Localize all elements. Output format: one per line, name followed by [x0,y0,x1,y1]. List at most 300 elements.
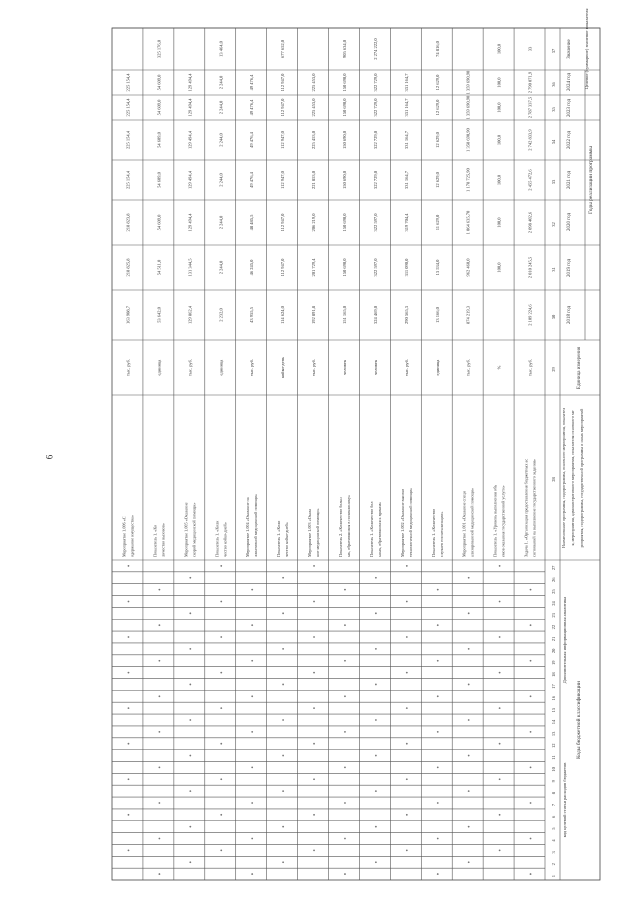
row-y2022: 2 244,0 [218,133,224,147]
row-unit: человек [372,359,378,376]
column-number: 19 [551,660,556,665]
column-number: 10 [551,767,556,772]
code-mark [128,707,130,709]
code-mark [406,707,408,709]
code-mark [158,767,160,769]
column-number: 32 [551,222,556,227]
row-y2024: 129 494,4 [187,73,193,92]
code-mark [313,672,315,674]
code-mark [282,790,284,792]
column-number: 37 [551,48,556,54]
row-y2022: 225 453,0 [311,131,317,149]
row-y2023: 112 947,0 [280,98,286,117]
row-y2020: 11 629,0 [434,214,440,231]
column-number: 26 [551,577,556,583]
header-y2021: 2021 год [567,170,572,190]
code-mark [189,719,191,721]
code-mark [468,790,470,792]
row-y2021: 331 164,7 [403,171,409,189]
row-y2023: 150 690,0 [341,98,347,117]
code-mark [220,672,222,674]
code-mark [313,707,315,709]
row-y2020: 206 219,0 [311,213,317,232]
header-total-title: Целевое (суммарное) значение показателя [584,8,589,90]
code-mark [189,790,191,792]
header-y2024: 2024 год [567,72,572,92]
column-number: 18 [551,672,556,677]
column-number: 12 [551,743,556,748]
column-number: 11 [551,755,556,760]
code-mark [158,695,160,697]
row-y2021: 2 455 472,6 [527,169,533,191]
column-number: 29 [551,367,556,372]
code-mark [530,589,532,591]
code-mark [468,684,470,686]
code-mark [437,873,439,875]
column-number: 21 [551,636,556,642]
code-mark [375,861,377,863]
column-number: 22 [551,624,556,630]
code-mark [158,873,160,875]
row-unit: тыс. руб. [125,358,131,377]
header-y2022: 2022 год [567,130,572,150]
code-mark [189,612,191,614]
row-y2021: 49 476,4 [249,172,255,188]
row-y2020: 112 947,0 [280,213,286,232]
code-mark [375,755,377,757]
code-mark [158,589,160,591]
header-kbk-rashody: код целевой статьи расходов бюджетов [562,762,567,838]
code-mark [313,849,315,851]
row-y2023: 2 244,0 [218,100,224,115]
header-dop-info: Дополнительная информационная аналитика [562,596,567,684]
code-mark [375,790,377,792]
row-y2019: 13 534,0 [434,259,440,276]
column-number: 2 [551,863,556,866]
header-years: Годы реализации программы [588,146,594,214]
code-mark [313,743,315,745]
code-mark [406,778,408,780]
row-y2018: 290 565,3 [403,306,409,324]
code-mark [220,707,222,709]
row-unit: единица [218,359,224,376]
code-mark [406,814,408,816]
row-y2021: 221 853,0 [311,171,317,189]
row-y2021: 54 609,0 [156,172,162,188]
row-total: 100,0 [496,43,502,55]
column-number: 5 [551,827,556,830]
row-unit: человек [341,359,347,376]
row-unit: тыс. руб. [527,358,533,377]
column-number: 17 [551,684,556,689]
row-y2019: 54 511,0 [156,259,162,276]
row-y2020: 2 244,0 [218,215,224,230]
code-mark [282,684,284,686]
row-y2018: 114 624,0 [280,306,286,324]
code-mark [158,660,160,662]
row-y2022: 100,0 [496,134,502,146]
code-mark [251,767,253,769]
row-y2021: 129 494,4 [187,171,193,189]
code-mark [375,612,377,614]
column-number: 13 [551,731,556,737]
row-name: Показатель 1. «Коли [276,520,282,557]
code-mark [344,589,346,591]
row-y2022: 49 476,4 [249,132,255,148]
code-mark [530,731,532,733]
row-name: Показатель 2. «Количество больн [337,497,343,557]
code-mark [437,589,439,591]
code-mark [251,695,253,697]
code-mark [530,660,532,662]
row-name: Показатель 1. «Количество бол [368,501,374,557]
code-mark [344,873,346,875]
code-mark [128,778,130,780]
row-name: одержание имущества» [129,515,135,557]
row-unit: % [496,365,502,370]
code-mark [220,636,222,638]
row-y2024: 150 690,0 [341,73,347,92]
row-y2018: 324 469,0 [372,306,378,324]
code-mark [530,838,532,840]
code-mark [251,873,253,875]
header-unit: Единица измерения [577,346,582,390]
code-mark [128,601,130,603]
code-mark [344,695,346,697]
column-number: 14 [551,719,556,725]
code-mark [499,743,501,745]
row-y2018: 43 955,5 [249,307,255,323]
column-number: 9 [551,780,556,783]
code-mark [468,612,470,614]
row-y2022: 331 164,7 [403,131,409,149]
row-name: сигнований на выполнение государственного задания» [531,459,537,557]
row-y2023: 129 494,4 [187,98,193,117]
column-number: 36 [551,82,556,87]
column-number: 6 [551,815,556,818]
row-name: Показатель 1. «Количество [430,508,436,557]
code-mark [282,612,284,614]
row-y2023: 2 787 337,5 [527,96,533,119]
code-mark [530,767,532,769]
header-y2018: 2018 год [567,305,572,325]
code-mark [344,660,346,662]
column-number: 28 [551,477,556,482]
row-y2022: 54 609,0 [156,132,162,148]
row-y2020: 129 494,4 [187,213,193,232]
row-name: Показатель 1. «Коли [214,520,220,557]
row-y2021: 225 154,4 [125,171,131,189]
row-y2023: 1 359 690,90 [465,95,471,120]
code-mark [437,838,439,840]
code-mark [158,731,160,733]
row-y2024: 2 244,0 [218,75,224,90]
code-mark [437,624,439,626]
row-unit: тыс. руб. [465,358,471,377]
row-name: Задача 1. «Организация предоставления бюджетных ас [523,458,529,557]
header-name-line: Наименование программы, подпрограммы, основного мероприятия, показател [561,407,566,549]
code-mark [189,577,191,579]
row-y2018: 13 166,0 [434,307,440,323]
row-total: 677 652,0 [280,40,286,58]
row-y2019: 131 344,5 [187,258,193,277]
code-mark [468,826,470,828]
code-mark [530,695,532,697]
row-y2023: 331 164,7 [403,98,409,117]
row-total: 905 634,0 [341,40,347,58]
code-mark [344,838,346,840]
row-name: Мероприятие 1.004 «Оказание па [245,497,251,557]
row-y2024: 49 476,4 [249,74,255,91]
code-mark [437,802,439,804]
code-mark [251,838,253,840]
code-mark [128,672,130,674]
row-y2024: 54 609,0 [156,74,162,91]
row-y2024: 225 154,4 [125,73,131,92]
row-y2023: 322 729,0 [372,98,378,117]
row-y2019: 112 947,0 [280,258,286,277]
column-number: 4 [551,839,556,842]
row-y2024: 112 947,0 [280,73,286,92]
code-mark [406,672,408,674]
code-mark [437,731,439,733]
row-y2022: 112 947,0 [280,131,286,149]
code-mark [375,719,377,721]
row-name: технологичной медицинской помощи» [407,487,413,557]
code-mark [220,814,222,816]
row-y2019: 322 597,0 [372,258,378,277]
header-y2023: 2023 год [567,98,572,118]
header-total-value: Значение [567,39,572,59]
code-mark [282,577,284,579]
header-y2020: 2020 год [567,212,572,232]
row-y2018: 2 232,0 [218,308,224,322]
row-name: Мероприятие 1.006 «С [121,516,127,557]
code-mark [128,636,130,638]
row-name: скорой медицинской помощи» [191,502,197,557]
row-y2024: 1 359 690,90 [465,70,471,95]
table-border [112,28,600,880]
code-mark [406,565,408,567]
row-name: Показатель 1. «Ко [152,524,158,557]
code-mark [468,577,470,579]
row-unit: тыс. руб. [249,358,255,377]
column-number: 16 [551,696,556,701]
row-name: чество койко-дней» [284,522,290,557]
code-mark [282,719,284,721]
row-y2018: 53 642,0 [156,307,162,323]
code-mark [499,849,501,851]
row-y2018: 151 165,0 [341,306,347,324]
code-mark [220,743,222,745]
column-number: 27 [551,565,556,571]
code-mark [128,743,130,745]
row-y2023: 225 154,4 [125,98,131,117]
column-number: 15 [551,707,556,713]
row-y2018: 129 862,4 [187,306,193,324]
code-mark [128,849,130,851]
column-number: 35 [551,107,556,112]
code-mark [251,589,253,591]
code-mark [189,755,191,757]
code-mark [313,636,315,638]
row-y2019: 962 460,0 [465,258,471,277]
row-y2018: 192 891,8 [311,306,317,324]
row-unit: единица [156,359,162,376]
code-mark [313,601,315,603]
row-y2024: 2 790 071,9 [527,71,533,94]
header-codes: Коды бюджетной классификации [576,681,582,759]
code-mark [499,814,501,816]
row-y2019: 100,0 [496,262,502,273]
row-total: 33 [527,46,533,52]
code-mark [375,684,377,686]
code-mark [220,849,222,851]
code-mark [158,624,160,626]
page-number: 6 [44,454,55,460]
row-y2019: 46 245,0 [249,259,255,276]
row-name: ализированной медицинской помощи» [469,487,475,557]
header-name-line: роприятия, подпрограммы, государственной программы и иных мероприятий [579,408,584,548]
row-y2023: 100,0 [496,102,502,113]
code-mark [344,624,346,626]
code-mark [282,861,284,863]
code-mark [220,778,222,780]
row-y2021: 12 629,0 [434,172,440,188]
row-name: ллиативной медицинской помощи» [253,493,259,557]
code-mark [282,826,284,828]
row-y2020: 2 098 402,6 [527,211,533,234]
code-mark [499,672,501,674]
row-y2022: 2 742 833,9 [527,129,533,151]
code-mark [375,826,377,828]
column-number: 8 [551,791,556,795]
code-mark [499,601,501,603]
row-name: случаев госпитализации» [438,511,444,557]
row-y2023: 225 453,0 [311,98,317,117]
row-y2022: 129 494,4 [187,131,193,149]
code-mark [158,802,160,804]
header-name-line: я, мероприятия, административного мероприятия, показателя основного ме [570,410,575,546]
code-mark [344,767,346,769]
row-y2022: 225 154,4 [125,131,131,149]
code-mark [313,778,315,780]
row-y2024: 100,0 [496,77,502,88]
row-name: Мероприятие 1.003 «Оказа [307,508,313,557]
row-y2021: 112 947,0 [280,171,286,189]
column-number: 24 [551,601,556,606]
code-mark [406,601,408,603]
row-y2022: 322 729,0 [372,131,378,149]
code-mark [530,873,532,875]
row-total: 2 274 222,0 [372,38,378,60]
code-mark [189,826,191,828]
code-mark [313,565,315,567]
row-y2020: 100,0 [496,217,502,228]
row-y2019: 201 729,4 [311,258,317,277]
code-mark [189,648,191,650]
row-y2019: 2 010 245,5 [527,256,533,279]
row-name: Мероприятие 1.005 «Оказание [183,502,189,557]
row-y2020: 319 704,4 [403,213,409,232]
row-name: Мероприятие 1.002 «Оказание высоко [399,488,405,557]
row-y2021: 100,0 [496,174,502,186]
row-y2024: 322 729,0 [372,73,378,92]
column-number: 23 [551,613,556,618]
column-number: 20 [551,648,556,654]
row-name: ьных, обратившихся к врачам» [376,501,382,557]
row-y2019: 2 244,0 [218,260,224,275]
row-y2020: 48 485,5 [249,214,255,231]
row-y2018: 874 219,3 [465,306,471,324]
row-y2020: 150 690,0 [341,213,347,232]
row-total: 325 176,0 [156,40,162,58]
code-mark [251,802,253,804]
column-number: 34 [551,139,556,145]
code-mark [406,636,408,638]
row-name: ых, обратившихся в поликлинику» [345,494,351,557]
code-mark [530,802,532,804]
code-mark [437,660,439,662]
code-mark [344,802,346,804]
row-y2022: 150 690,0 [341,131,347,149]
row-y2021: 2 244,0 [218,173,224,187]
code-mark [282,755,284,757]
code-mark [189,861,191,863]
row-y2019: 150 690,0 [341,258,347,277]
row-y2019: 311 090,0 [403,258,409,277]
row-y2021: 322 729,0 [372,171,378,189]
row-unit: койко-день [280,356,286,379]
code-mark [158,838,160,840]
row-name: личество вызовов» [160,523,166,557]
code-mark [128,814,130,816]
code-mark [313,814,315,816]
code-mark [437,695,439,697]
row-name: Мероприятие 1.001 «Оказание специ [461,491,467,557]
row-y2020: 1 064 635,70 [465,210,471,235]
code-mark [499,636,501,638]
code-mark [282,648,284,650]
row-name: емов оказания государственной услуги» [500,485,506,557]
code-mark [128,565,130,567]
row-y2023: 12 629,0 [434,99,440,116]
row-y2024: 12 629,0 [434,74,440,91]
row-y2019: 218 825,8 [125,258,131,277]
row-unit: единица [434,359,440,376]
code-mark [220,601,222,603]
code-mark [437,767,439,769]
code-mark [530,624,532,626]
row-name: Показатель 1. «Уровень выполнения объ [492,484,498,557]
column-number: 7 [551,803,556,807]
row-name: ние медицинской помощи» [315,508,321,557]
code-mark [344,731,346,733]
row-y2018: 2 109 224,6 [527,304,533,326]
code-mark [468,755,470,757]
row-y2021: 150 690,0 [341,171,347,189]
row-unit: тыс. руб. [311,358,317,377]
row-y2023: 54 609,0 [156,99,162,116]
code-mark [189,684,191,686]
code-mark [251,660,253,662]
column-number: 25 [551,589,556,594]
row-y2020: 218 823,8 [125,213,131,232]
code-mark [251,624,253,626]
row-y2020: 322 597,0 [372,213,378,232]
row-total: 74 816,0 [434,41,440,57]
column-number: 31 [551,267,556,272]
